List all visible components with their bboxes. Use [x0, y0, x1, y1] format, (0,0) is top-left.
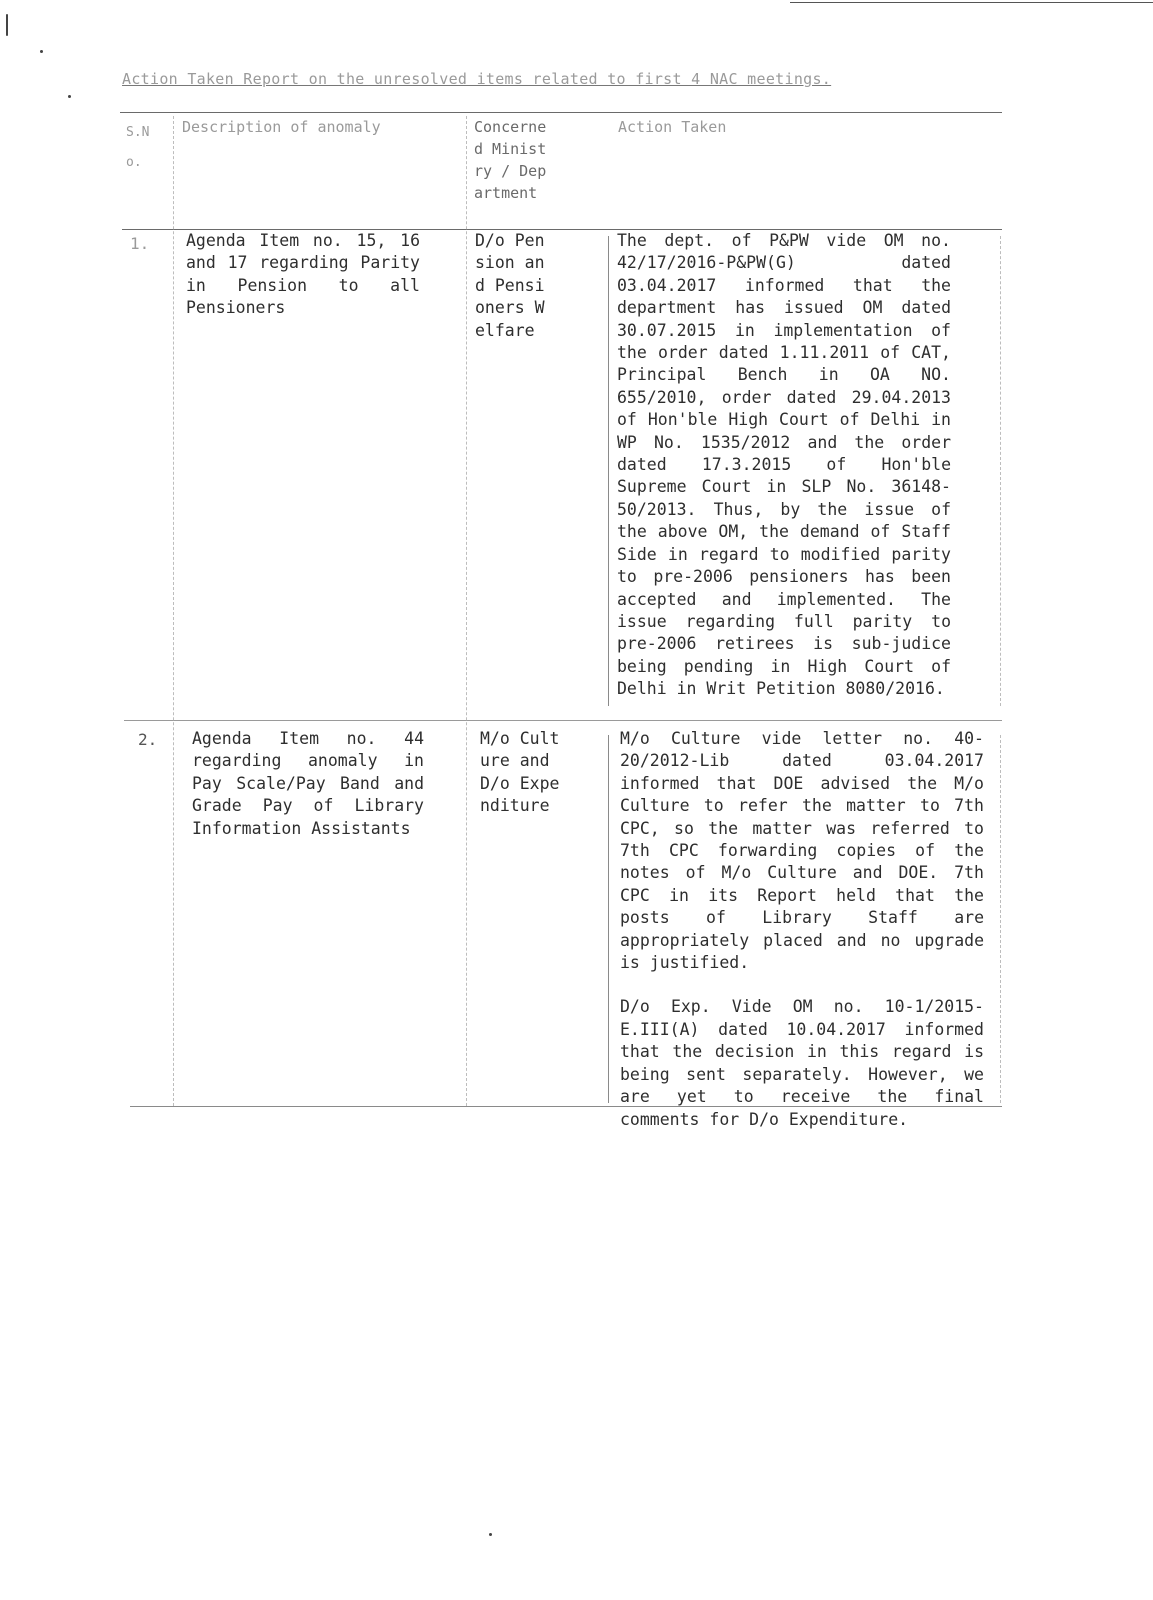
- row-1-sno: 1.: [130, 234, 150, 253]
- column-divider: [1000, 735, 1001, 1103]
- row-2-description: Agenda Item no. 44 regarding anomaly in Pay Scale/Pay Band and Grade Pay of Library Information Assistants: [192, 729, 424, 838]
- scan-speck: [489, 1533, 492, 1536]
- row-2-action-paragraph-2: D/o Exp. Vide OM no. 10-1/2015-E.III(A) dated 10.04.2017 informed that the decision in this regard is being sent separately. However, we are yet to receive the final comments for D/o Expenditure.: [620, 997, 984, 1129]
- row-2-action-paragraph-1: M/o Culture vide letter no. 40-20/2012-Lib dated 03.04.2017 informed that DOE advised the M/o Culture to refer the matter to 7th CPC, so the matter was referred to 7th CPC forwarding copies of the notes of M/o Culture and DOE. 7th CPC in its Report held that the posts of Library Staff are appropriately placed and no upgrade is justified.: [620, 729, 984, 973]
- scan-speck: [68, 95, 71, 98]
- table-top-rule: [120, 112, 1002, 113]
- column-divider: [466, 116, 467, 1106]
- row-2-action: [620, 728, 984, 1131]
- scan-speck: [6, 14, 8, 36]
- column-divider: [608, 735, 609, 1103]
- column-divider: [1000, 236, 1001, 706]
- scan-edge-line: [790, 2, 1153, 3]
- header-ministry: Concerned Ministry / Department: [474, 118, 547, 202]
- column-divider: [173, 116, 174, 1106]
- row-1-action: [617, 230, 951, 701]
- row-separator: [124, 720, 1002, 721]
- row-1-ministry: D/o Pension and Pensioners Welfare: [475, 231, 545, 340]
- row-1-action-paragraph: The dept. of P&PW vide OM no. 42/17/2016-P&PW(G) dated 03.04.2017 informed that the department has issued OM dated 30.07.2015 in implementation of the order dated 1.11.2011 of CAT, Principal Bench in OA NO. 655/2010, order dated 29.04.2013 of Hon'ble High Court of Delhi in WP No. 1535/2012 and the order dated 17.3.2015 of Hon'ble Supreme Court in SLP No. 36148-50/2013. Thus, by the issue of the above OM, the demand of Staff Side in regard to modified parity to pre-2006 pensioners has been accepted and implemented. The issue regarding full parity to pre-2006 retirees is sub-judice being pending in High Court of Delhi in Writ Petition 8080/2016.: [617, 231, 951, 699]
- scan-speck: [40, 50, 43, 53]
- column-divider: [608, 236, 609, 706]
- row-2-sno: 2.: [138, 730, 158, 749]
- header-action: Action Taken: [618, 118, 727, 136]
- document-title: Action Taken Report on the unresolved items related to first 4 NAC meetings.: [122, 70, 832, 88]
- row-1-description: Agenda Item no. 15, 16 and 17 regarding Parity in Pension to all Pensioners: [186, 231, 420, 318]
- header-sno: S.No.: [126, 125, 150, 170]
- header-description: Description of anomaly: [182, 118, 381, 136]
- row-2-ministry: M/o Culture and D/o Expenditure: [480, 729, 560, 816]
